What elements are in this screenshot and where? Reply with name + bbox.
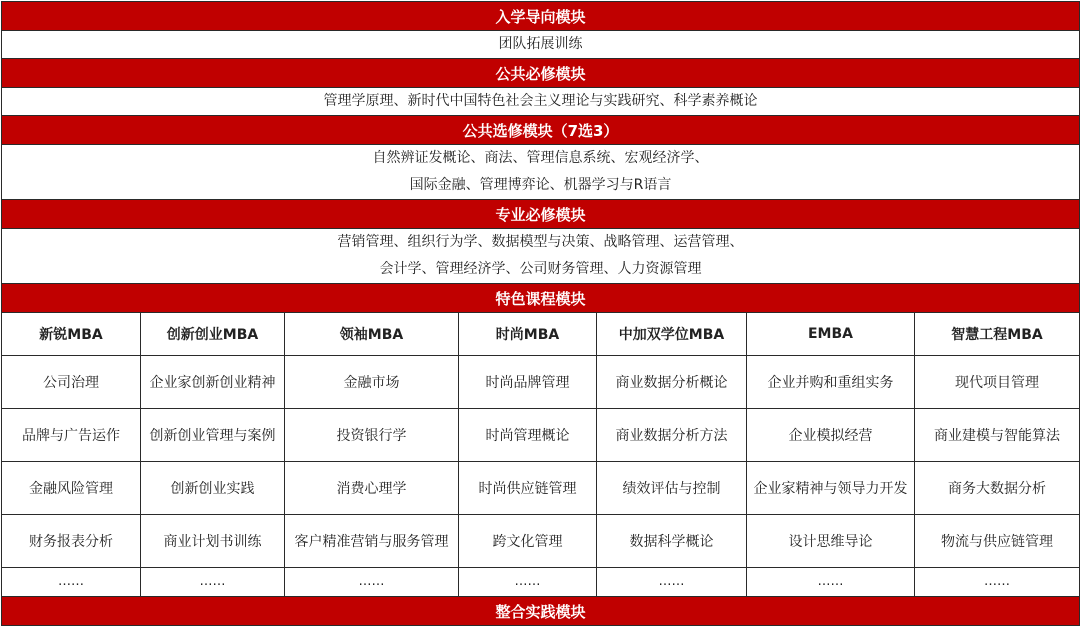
module-header-row xyxy=(2,284,1080,313)
course-cell: 时尚供应链管理 xyxy=(459,462,597,515)
column-header: 新锐MBA xyxy=(2,313,141,356)
course-cell: 品牌与广告运作 xyxy=(2,409,141,462)
course-cell: 消费心理学 xyxy=(285,462,459,515)
course-cell: 商业建模与智能算法 xyxy=(915,409,1080,462)
module-body-row xyxy=(2,88,1080,116)
course-cell: 时尚品牌管理 xyxy=(459,356,597,409)
module-content-public-required xyxy=(2,88,1080,116)
module-title-featured: 特色课程模块 xyxy=(2,284,1080,313)
course-cell: 商务大数据分析 xyxy=(915,462,1080,515)
featured-column-header-row xyxy=(2,313,1080,356)
course-cell: 数据科学概论 xyxy=(597,515,747,568)
ellipsis-cell: …… xyxy=(459,568,597,597)
column-header: 创新创业MBA xyxy=(141,313,285,356)
ellipsis-cell: …… xyxy=(141,568,285,597)
course-cell: 投资银行学 xyxy=(285,409,459,462)
module-header-row xyxy=(2,116,1080,145)
module-line: 国际金融、管理博弈论、机器学习与R语言 xyxy=(409,177,672,193)
course-cell: 设计思维导论 xyxy=(747,515,915,568)
course-cell: 创新创业管理与案例 xyxy=(141,409,285,462)
course-cell: 客户精准营销与服务管理 xyxy=(285,515,459,568)
course-cell: 企业模拟经营 xyxy=(747,409,915,462)
column-header: 时尚MBA xyxy=(459,313,597,356)
module-line: 团队拓展训练 xyxy=(498,36,583,52)
module-line: 管理学原理、新时代中国特色社会主义理论与实践研究、科学素养概论 xyxy=(323,93,758,109)
module-title-professional-required: 专业必修模块 xyxy=(2,200,1080,229)
course-cell: 金融风险管理 xyxy=(2,462,141,515)
module-title-orientation: 入学导向模块 xyxy=(2,2,1080,31)
module-line: 会计学、管理经济学、公司财务管理、人力资源管理 xyxy=(379,261,702,277)
module-line: 营销管理、组织行为学、数据模型与决策、战略管理、运营管理、 xyxy=(337,234,744,250)
module-body-row xyxy=(2,145,1080,200)
module-header-row xyxy=(2,597,1080,626)
module-title-integration: 整合实践模块 xyxy=(2,597,1080,626)
table-row xyxy=(2,462,1080,515)
table-row xyxy=(2,409,1080,462)
column-header: 智慧工程MBA xyxy=(915,313,1080,356)
course-cell: 金融市场 xyxy=(285,356,459,409)
column-header: 中加双学位MBA xyxy=(597,313,747,356)
module-body-row xyxy=(2,31,1080,59)
course-cell: 公司治理 xyxy=(2,356,141,409)
module-header-row xyxy=(2,2,1080,31)
course-cell: 绩效评估与控制 xyxy=(597,462,747,515)
module-header-row xyxy=(2,200,1080,229)
module-title-public-required: 公共必修模块 xyxy=(2,59,1080,88)
course-cell: 时尚管理概论 xyxy=(459,409,597,462)
column-header: 领袖MBA xyxy=(285,313,459,356)
module-body-row xyxy=(2,229,1080,284)
module-content-public-elective xyxy=(2,145,1080,200)
course-cell: 商业计划书训练 xyxy=(141,515,285,568)
table-row-ellipsis xyxy=(2,568,1080,597)
course-cell: 财务报表分析 xyxy=(2,515,141,568)
module-line: 自然辨证发概论、商法、管理信息系统、宏观经济学、 xyxy=(372,150,709,166)
course-cell: 企业家创新创业精神 xyxy=(141,356,285,409)
curriculum-table xyxy=(1,1,1080,626)
course-cell: 创新创业实践 xyxy=(141,462,285,515)
ellipsis-cell: …… xyxy=(285,568,459,597)
course-cell: 企业并购和重组实务 xyxy=(747,356,915,409)
table-row xyxy=(2,515,1080,568)
course-cell: 企业家精神与领导力开发 xyxy=(747,462,915,515)
ellipsis-cell: …… xyxy=(2,568,141,597)
course-cell: 现代项目管理 xyxy=(915,356,1080,409)
course-cell: 跨文化管理 xyxy=(459,515,597,568)
ellipsis-cell: …… xyxy=(915,568,1080,597)
column-header: EMBA xyxy=(747,313,915,356)
module-header-row xyxy=(2,59,1080,88)
course-cell: 商业数据分析方法 xyxy=(597,409,747,462)
ellipsis-cell: …… xyxy=(597,568,747,597)
table-row xyxy=(2,356,1080,409)
course-cell: 物流与供应链管理 xyxy=(915,515,1080,568)
module-content-orientation xyxy=(2,31,1080,59)
ellipsis-cell: …… xyxy=(747,568,915,597)
module-content-professional-required xyxy=(2,229,1080,284)
course-cell: 商业数据分析概论 xyxy=(597,356,747,409)
module-title-public-elective: 公共选修模块（7选3） xyxy=(2,116,1080,145)
